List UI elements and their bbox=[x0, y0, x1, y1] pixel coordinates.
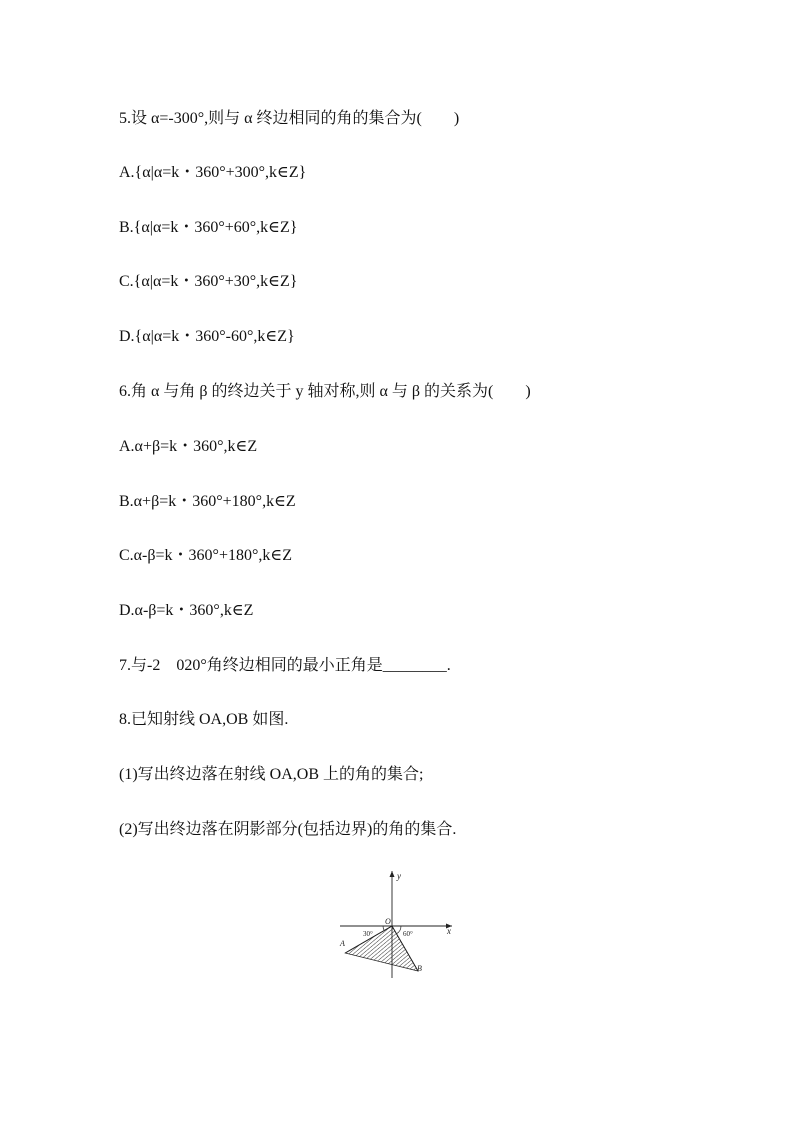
q8-stem: 8.已知射线 OA,OB 如图. bbox=[119, 711, 289, 728]
q6-option-b: B.α+β=k・360°+180°,k∈Z bbox=[119, 493, 296, 510]
q6-option-c: C.α-β=k・360°+180°,k∈Z bbox=[119, 547, 292, 564]
q6-stem: 6.角 α 与角 β 的终边关于 y 轴对称,则 α 与 β 的关系为( ) bbox=[119, 383, 531, 400]
origin-label: O bbox=[385, 917, 391, 926]
q6-option-d: D.α-β=k・360°,k∈Z bbox=[119, 602, 254, 619]
x-axis-label: x bbox=[447, 926, 451, 936]
q8-part2: (2)写出终边落在阴影部分(包括边界)的角的集合. bbox=[119, 821, 457, 838]
q5-option-b: B.{α|α=k・360°+60°,k∈Z} bbox=[119, 219, 298, 236]
q8-part1: (1)写出终边落在射线 OA,OB 上的角的集合; bbox=[119, 766, 424, 783]
angle-b-label: 60° bbox=[403, 930, 413, 938]
y-axis-arrow bbox=[390, 871, 395, 877]
rays-oa-ob-figure bbox=[334, 868, 458, 980]
q6-option-a: A.α+β=k・360°,k∈Z bbox=[119, 438, 258, 455]
q5-option-a: A.{α|α=k・360°+300°,k∈Z} bbox=[119, 164, 307, 181]
angle-arc-a bbox=[383, 926, 384, 931]
angle-a-label: 30° bbox=[363, 930, 373, 938]
q5-stem: 5.设 α=-300°,则与 α 终边相同的角的集合为( ) bbox=[119, 110, 460, 127]
point-a-label: A bbox=[340, 939, 345, 948]
y-axis-label: y bbox=[397, 871, 401, 881]
point-b-label: B bbox=[417, 964, 422, 973]
angle-arc-b bbox=[397, 926, 402, 934]
q7-stem: 7.与-2 020°角终边相同的最小正角是________. bbox=[119, 657, 451, 674]
q5-option-d: D.{α|α=k・360°-60°,k∈Z} bbox=[119, 328, 295, 345]
q5-option-c: C.{α|α=k・360°+30°,k∈Z} bbox=[119, 273, 298, 290]
